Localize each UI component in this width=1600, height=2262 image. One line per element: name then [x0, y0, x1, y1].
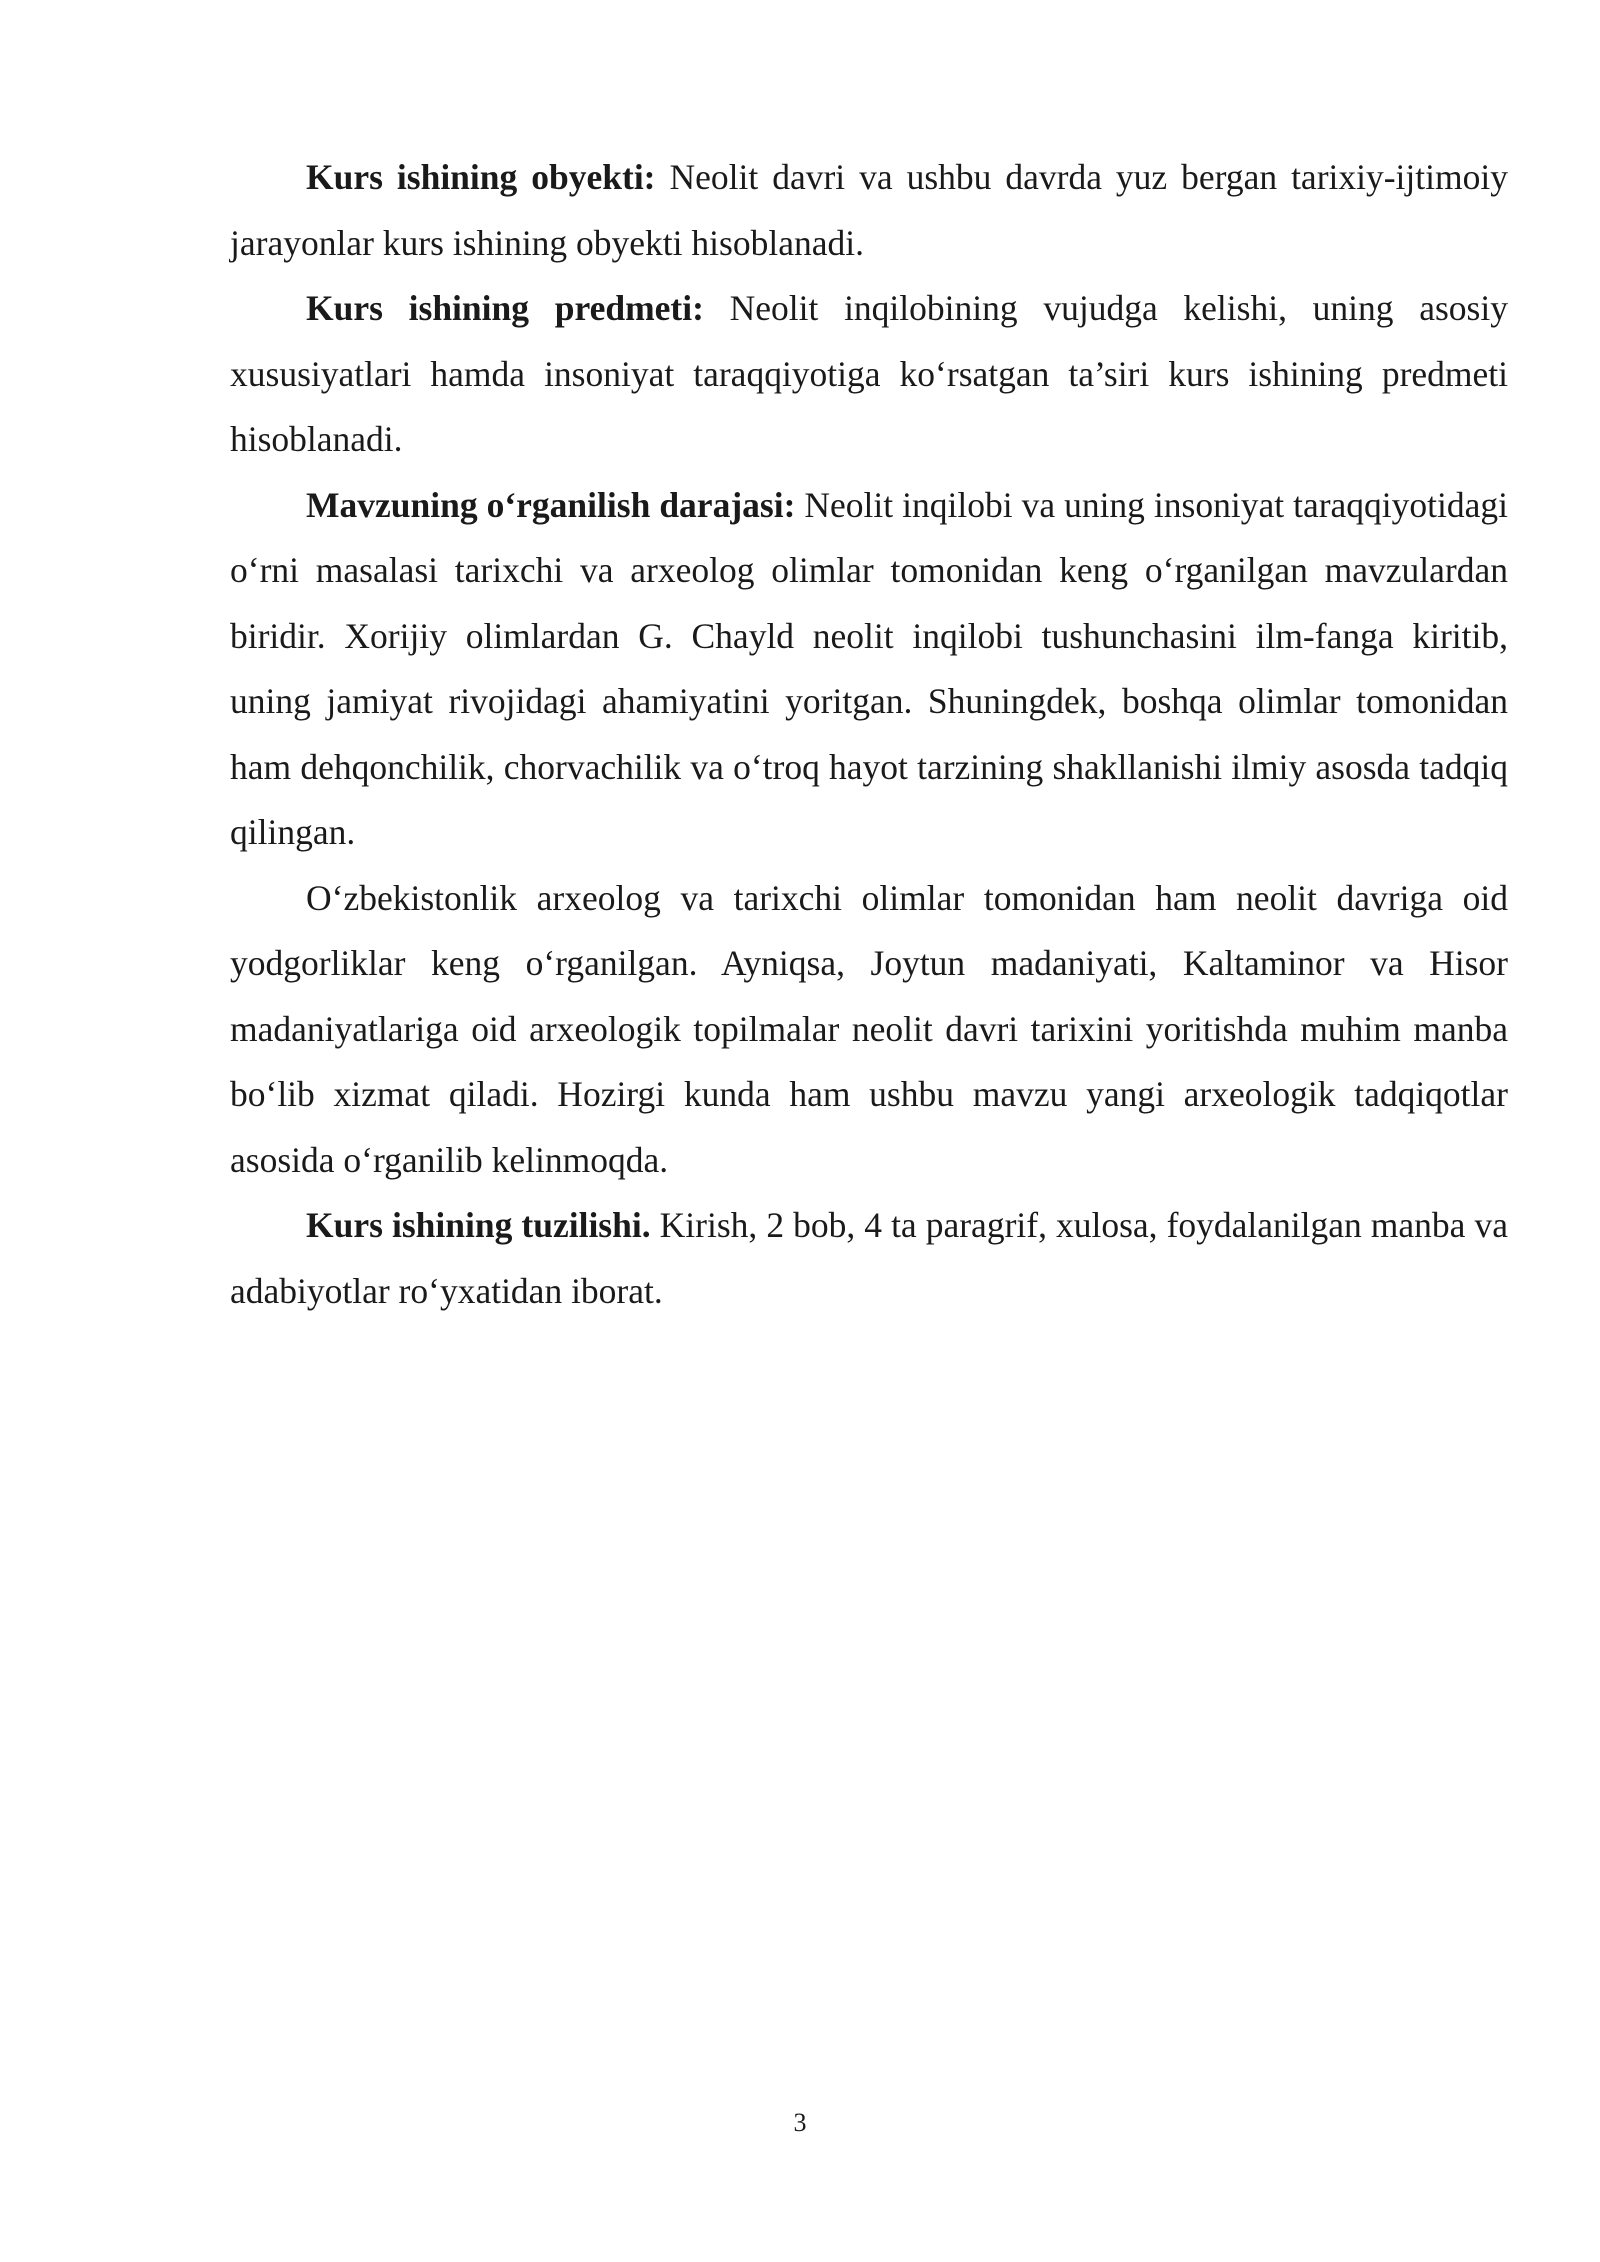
- paragraph-uzbek-research: [230, 866, 1508, 1194]
- paragraph-structure: [230, 1193, 1508, 1324]
- paragraph-study-level: [230, 473, 1508, 866]
- paragraph-text: Neolit davri va ushbu davrda yuz bergan tarixiy-ijtimoiy jarayonlar kurs ishining obyekti hisoblanadi.: [230, 157, 1508, 263]
- paragraph-object: [230, 145, 1508, 276]
- page-body: [230, 145, 1508, 1324]
- paragraph-lead: Kurs ishining obyekti:: [306, 157, 656, 197]
- paragraph-text: Kirish, 2 bob, 4 ta paragrif, xulosa, foydalanilgan manba va adabiyotlar ro‘yxatidan iborat.: [230, 1205, 1508, 1311]
- paragraph-subject: [230, 276, 1508, 473]
- paragraph-lead: Kurs ishining tuzilishi.: [306, 1205, 651, 1245]
- paragraph-text: O‘zbekistonlik arxeolog va tarixchi olimlar tomonidan ham neolit davriga oid yodgorliklar keng o‘rganilgan. Ayniqsa, Joytun madaniyati, Kaltaminor va Hisor madaniyatlariga oid arxeologik topilmalar neolit davri tarixini yoritishda muhim manba bo‘lib xizmat qiladi. Hozirgi kunda ham ushbu mavzu yangi arxeologik tadqiqotlar asosida o‘rganilib kelinmoqda.: [230, 877, 1508, 1180]
- paragraph-lead: Mavzuning o‘rganilish darajasi:: [306, 484, 796, 525]
- page-number: 3: [793, 2108, 807, 2137]
- paragraph-lead: Kurs ishining predmeti:: [306, 288, 704, 328]
- paragraph-text: Neolit inqilobi va uning insoniyat taraqqiyotidagi o‘rni masalasi tarixchi va arxeolog olimlar tomonidan keng o‘rganilgan mavzulardan biridir. Xorijiy olimlardan G. Chayld neolit inqilobi tushunchasini ilm-fanga kiritib, uning jamiyat rivojidagi ahamiyatini yoritgan. Shuningdek, boshqa olimlar tomonidan ham dehqonchilik, chorvachilik va o‘troq hayot tarzining shakllanishi ilmiy asosda tadqiq qilingan.: [230, 484, 1508, 852]
- paragraph-text: Neolit inqilobining vujudga kelishi, uning asosiy xususiyatlari hamda insoniyat taraqqiyotiga ko‘rsatgan ta’siri kurs ishining predmeti hisoblanadi.: [230, 288, 1508, 459]
